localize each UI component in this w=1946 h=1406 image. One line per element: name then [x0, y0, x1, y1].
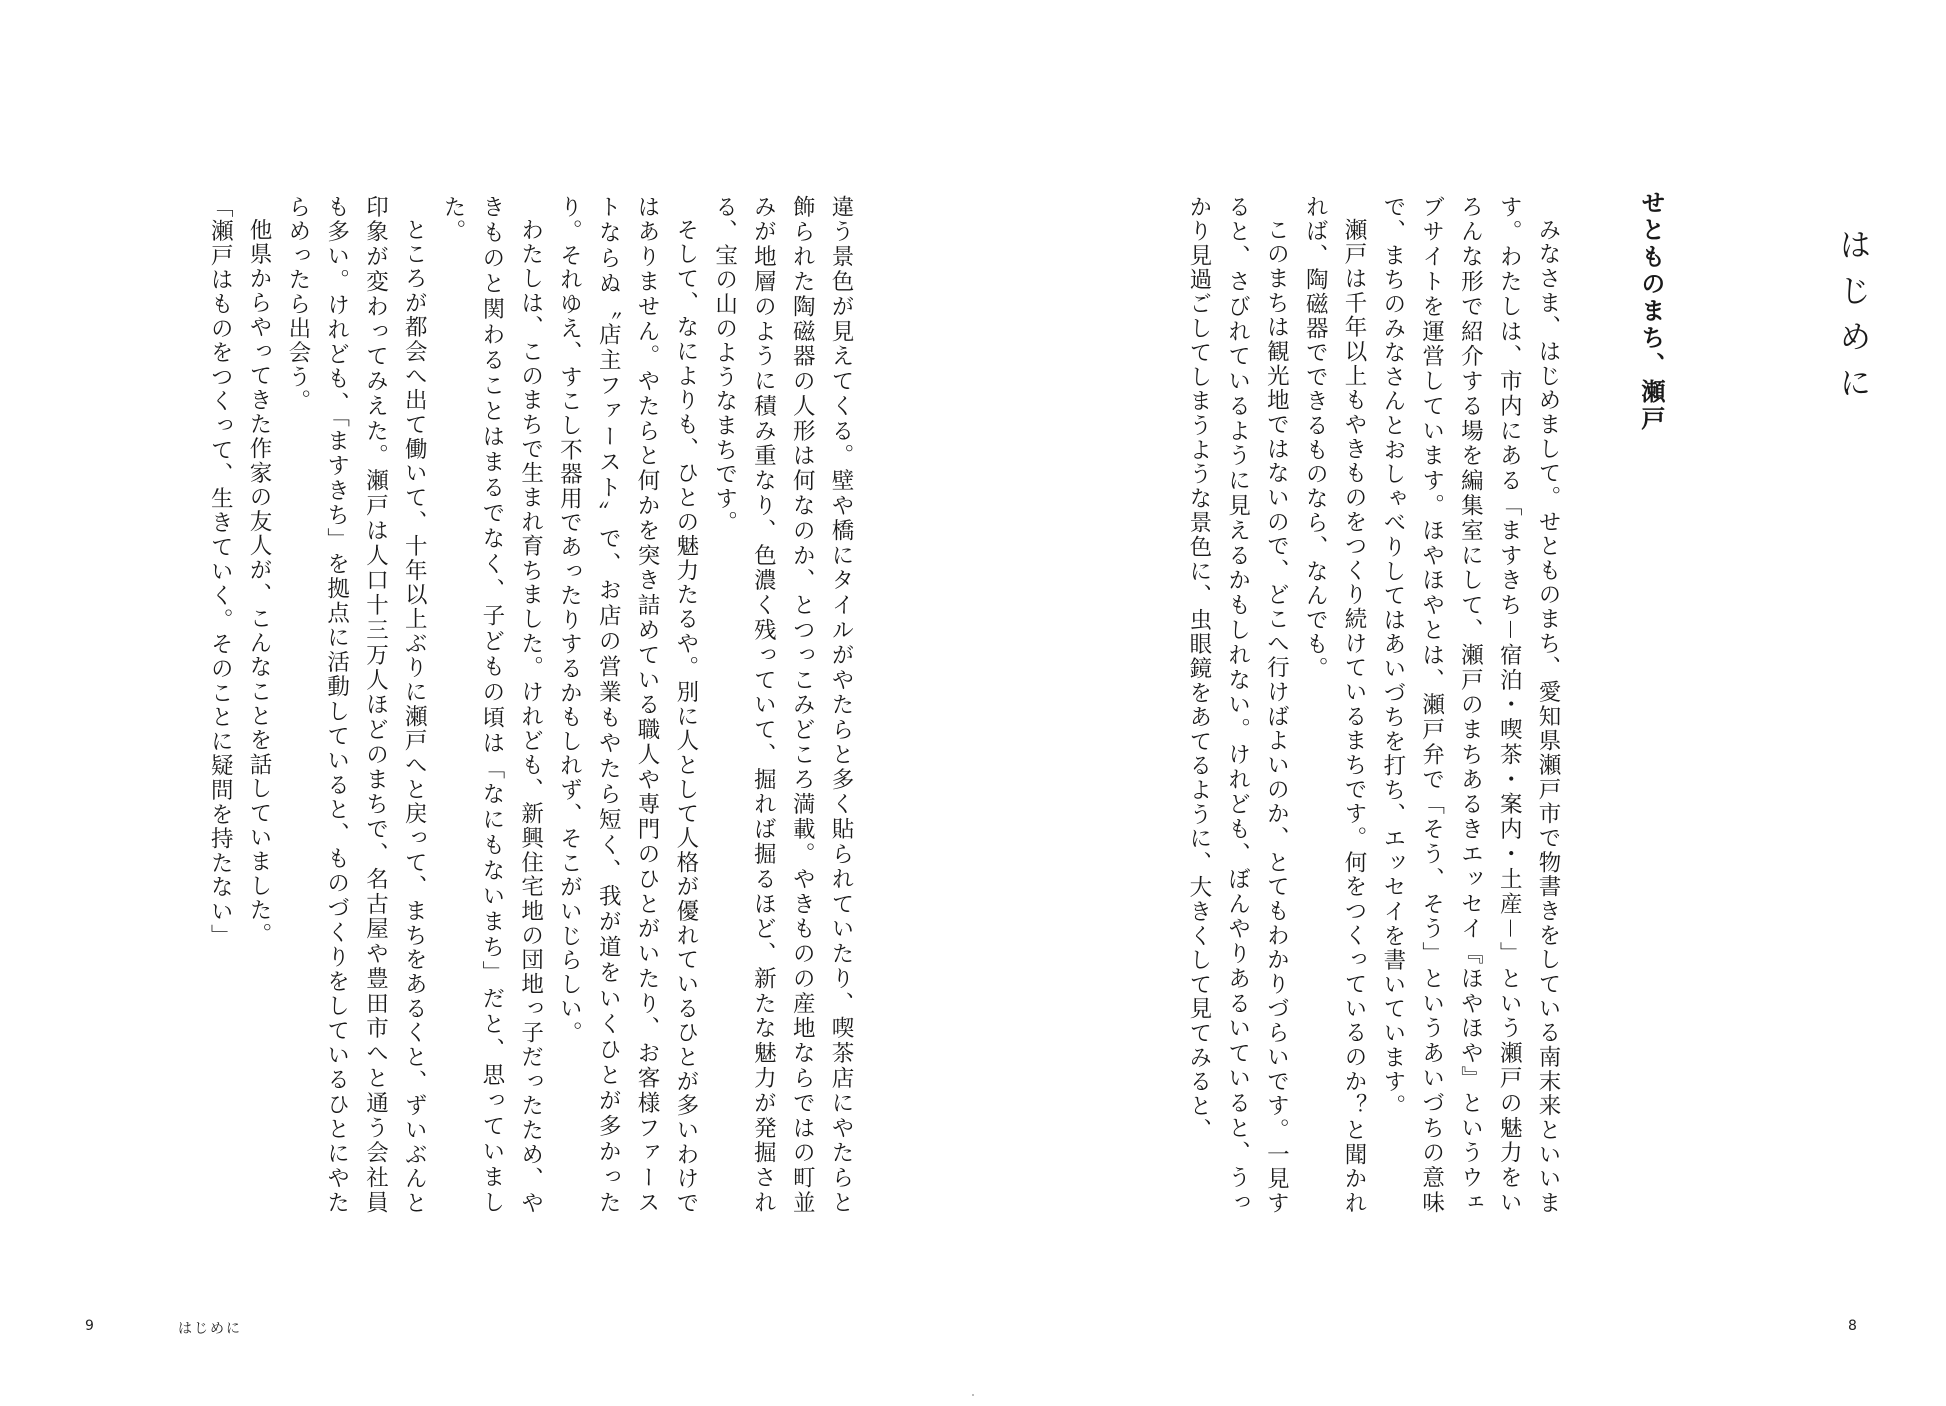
paragraph: ところが都会へ出て働いて、十年以上ぶりに瀬戸へと戻って、まちをあるくと、ずいぶんと印象が変わってみえた。瀬戸は人口十三万人ほどのまちで、名古屋や豊田市へと通う会社員も多い。けれども、「ますきち」を拠点に活動していると、ものづくりをしているひとにやたらめったら出会う。 [284, 195, 428, 1215]
paragraph: 「瀬戸はものをつくって、生きていく。そのことに疑問を持たない」 [207, 195, 234, 949]
running-head: はじめに [178, 1321, 242, 1337]
right-page-body [1087, 195, 1567, 1215]
paragraph: わたしは、このまちで生まれ育ちました。けれども、新興住宅地の団地っ子だったため、やきものと関わることはまるでなく、子どもの頃は「なにもないまち」だと、思っていました。 [440, 195, 544, 1215]
section-heading: せとものまち、瀬戸 [1636, 190, 1665, 433]
chapter-title: はじめに [1834, 228, 1873, 412]
page-number-right: 8 [1848, 1318, 1857, 1334]
paragraph: 瀬戸は千年以上もやきものをつくり続けているまちです。何をつくっているのか？と聞かれれば、陶磁器でできるものなら、なんでも。 [1302, 195, 1368, 1215]
paragraph: みなさま、はじめまして。せとものまち、愛知県瀬戸市で物書きをしている南末来といいます。わたしは、市内にある「ますきち－宿泊・喫茶・案内・土産－」という瀬戸の魅力をいろんな形で紹介する場を編集室にして、瀬戸のまちあるきエッセイ『ほやほや』というウェブサイトを運営しています。ほやほやとは、瀬戸弁で「そう、そう」というあいづちの意味で、まちのみなさんとおしゃべりしてはあいづちを打ち、エッセイを書いています。 [1379, 195, 1561, 1215]
paragraph: 他県からやってきた作家の友人が、こんなことを話していました。 [246, 217, 273, 947]
paragraph: 違う景色が見えてくる。壁や橋にタイルがやたらと多く貼られていたり、喫茶店にやたらと飾られた陶磁器の人形は何なのか、とつっこみどころ満載。やきものの産地ならではの町並みが地層のように積み重なり、色濃く残っていて、掘れば掘るほど、新たな魅力が発掘される、宝の山のようなまちです。 [711, 195, 854, 1215]
paragraph: このまちは観光地ではないので、どこへ行けばよいのか、とてもわかりづらいです。一見すると、さびれているように見えるかもしれない。けれども、ぼんやりあるいていると、うっかり見過ごしてしまうような景色に、虫眼鏡をあてるように、大きくして見てみると、 [1185, 195, 1290, 1215]
gutter-mark [972, 1394, 974, 1396]
left-page-body [80, 195, 860, 1215]
page-number-left: 9 [85, 1318, 94, 1334]
paragraph: そして、なによりも、ひとの魅力たるや。別に人として人格が優れているひとが多いわけではありません。やたらと何かを突き詰めている職人や専門のひとがいたり、お客様ファーストならぬ〝店主ファースト〟で、お店の営業もやたら短く、我が道をいくひとが多かったり。それゆえ、すこし不器用であったりするかもしれず、そこがいじらしい。 [556, 195, 699, 1215]
